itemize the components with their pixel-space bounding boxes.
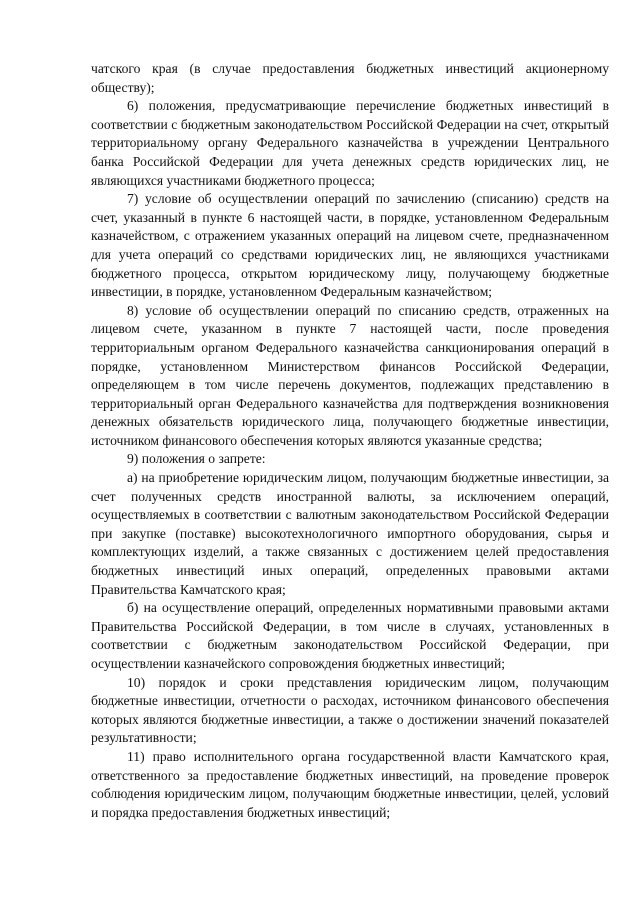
paragraph-item-9b: б) на осуществление операций, определенных нормативными правовыми актами Правительства Российской Федерации, в том числе в случаях, установленных в соответствии с бюджетным законодательством Российской Федерации, при осуществлении казначейского сопровождения бюджетных инвестиций; [91, 600, 609, 671]
paragraph-item-10: 10) порядок и сроки представления юридическим лицом, получающим бюджетные инвестиции, отчетности о расходах, источником финансового обеспечения которых являются бюджетные инвестиции, а также о достижении значений показателей результативности; [91, 674, 609, 746]
paragraph-item-11: 11) право исполнительного органа государственной власти Камчатского края, ответственного за предоставление бюджетных инвестиций, на проведение проверок соблюдения юридическим лицом, получающим бюджетные инвестиции, целей, условий и порядка предоставления бюджетных инвестиций; [91, 748, 609, 820]
paragraph-continuation: чатского края (в случае предоставления бюджетных инвестиций акционерному обществу); [91, 61, 609, 95]
paragraph-item-9: 9) положения о запрете: [127, 451, 266, 467]
paragraph-item-8: 8) условие об осуществлении операций по списанию средств, отраженных на лицевом счете, указанном в пункте 7 настоящей части, после проведения территориальным органом Федерального казначейства санкционирования операций в порядке, установленном Министерством финансов Российской Федерации, определяющем в том числе перечень документов, подлежащих представлению в территориальный орган Федерального казначейства для подтверждения возникновения денежных обязательств юридического лица, получающего бюджетные инвестиции, источником финансового обеспечения которых являются указанные средства; [91, 302, 609, 448]
paragraph-item-9a: а) на приобретение юридическим лицом, получающим бюджетные инвестиции, за счет полученных средств иностранной валюты, за исключением операций, осуществляемых в соответствии с валютным законодательством Российской Федерации при закупке (поставке) высокотехнологичного импортного оборудования, сырья и комплектующих изделий, а также связанных с достижением целей предоставления бюджетных инвестиций иных операций, определенных правовыми актами Правительства Камчатского края; [91, 470, 609, 597]
paragraph-item-6: 6) положения, предусматривающие перечисление бюджетных инвестиций в соответствии с бюджетным законодательством Российской Федерации на счет, открытый территориальному органу Федерального казначейства в учреждении Центрального банка Российской Федерации для учета денежных средств юридических лиц, не являющихся участниками бюджетного процесса; [91, 98, 609, 188]
paragraph-item-7: 7) условие об осуществлении операций по зачислению (списанию) средств на счет, указанный в пункте 6 настоящей части, в порядке, установленном Федеральным казначейством, с отражением указанных операций на лицевом счете, предназначенном для учета операций со средствами юридических лиц, не являющихся участниками бюджетного процесса, открытом юридическому лицу, получающему бюджетные инвестиции, в порядке, установленном Федеральным казначейством; [91, 191, 609, 300]
document-page [91, 60, 609, 822]
